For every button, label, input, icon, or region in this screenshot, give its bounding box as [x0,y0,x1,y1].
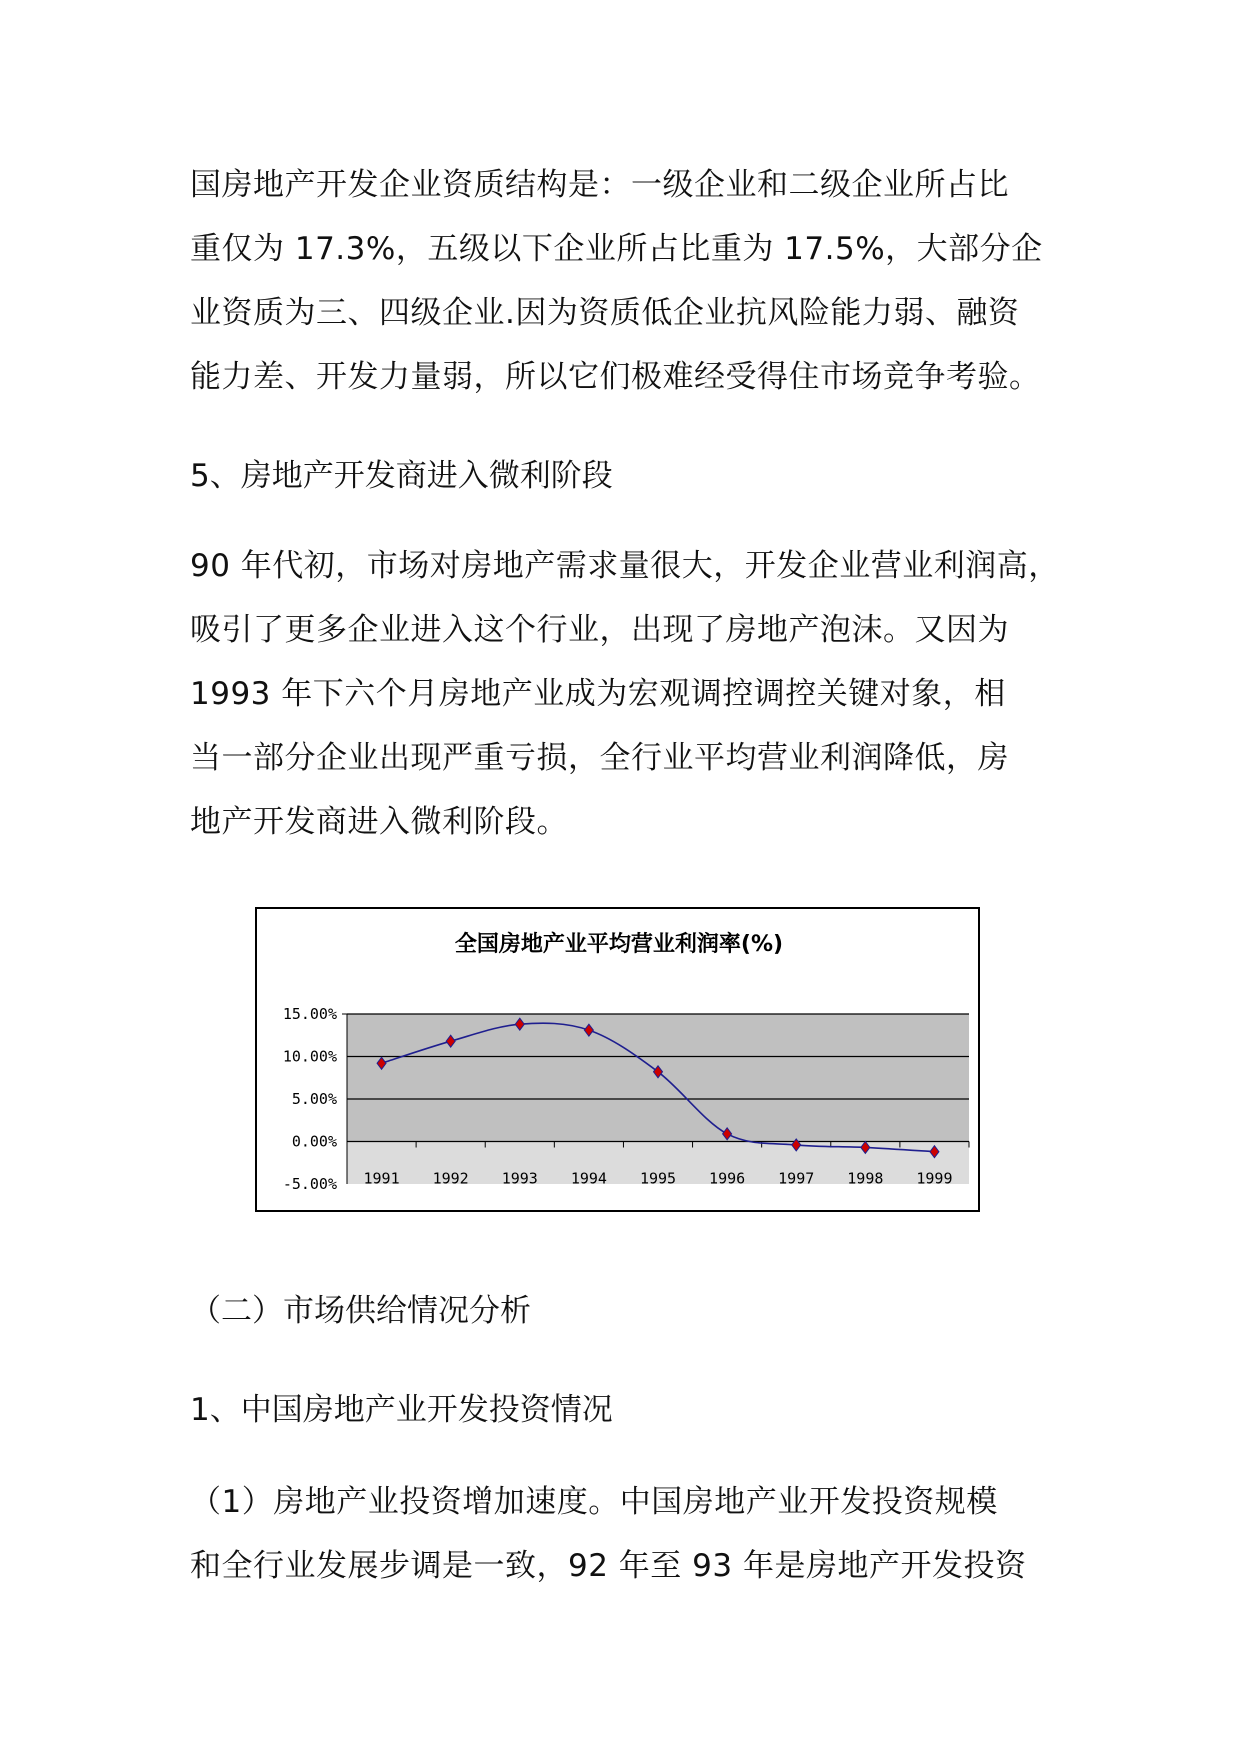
x-tick-label: 1998 [847,1169,884,1188]
paragraph-enterprise-qualification [190,153,1060,409]
text-line: 90 年代初，市场对房地产需求量很大，开发企业营业利润高， [190,548,1060,584]
x-tick-label: 1992 [432,1169,469,1188]
y-tick-label: 15.00% [282,1005,337,1023]
chart-canvas [257,909,982,1214]
plot-area [283,1005,969,1193]
paragraph-investment-growth [190,1470,1060,1598]
y-tick-label: 0.00% [291,1132,337,1151]
text-line: 国房地产开发企业资质结构是：一级企业和二级企业所占比 [190,167,1009,203]
x-tick-label: 1996 [709,1169,746,1188]
text-line: 和全行业发展步调是一致，92 年至 93 年是房地产开发投资 [190,1548,1027,1584]
y-tick-label: 5.00% [291,1090,337,1108]
x-tick-label: 1995 [639,1169,677,1188]
x-tick-label: 1993 [501,1169,538,1188]
text-line: 能力差、开发力量弱，所以它们极难经受得住市场竞争考验。 [190,359,1041,395]
y-tick-label: -5.00% [282,1175,337,1193]
x-tick-label: 1997 [778,1169,815,1188]
text-line: 重仅为 17.3%，五级以下企业所占比重为 17.5%，大部分企 [190,231,1043,267]
section-heading-micro-profit: 5、房地产开发商进入微利阶段 [190,458,613,494]
text-line: 吸引了更多企业进入这个行业，出现了房地产泡沫。又因为 [190,612,1009,648]
text-line: （1）房地产业投资增加速度。中国房地产业开发投资规模 [190,1484,998,1520]
section-heading-market-supply: （二）市场供给情况分析 [190,1293,531,1329]
x-tick-label: 1991 [363,1169,400,1188]
text-line: 1993 年下六个月房地产业成为宏观调控调控关键对象，相 [190,676,1006,712]
paragraph-micro-profit [190,534,1060,854]
section-heading-investment: 1、中国房地产业开发投资情况 [190,1392,613,1428]
text-line: 当一部分企业出现严重亏损，全行业平均营业利润降低，房 [190,740,1009,776]
x-tick-label: 1999 [916,1169,953,1188]
text-line: 业资质为三、四级企业.因为资质低企业抗风险能力弱、融资 [190,295,1020,331]
text-line: 地产开发商进入微利阶段。 [190,804,568,840]
x-tick-label: 1994 [570,1169,607,1188]
chart-title: 全国房地产业平均营业利润率(%) [454,932,784,957]
profit-rate-chart [255,907,980,1212]
y-tick-label: 10.00% [282,1047,337,1066]
